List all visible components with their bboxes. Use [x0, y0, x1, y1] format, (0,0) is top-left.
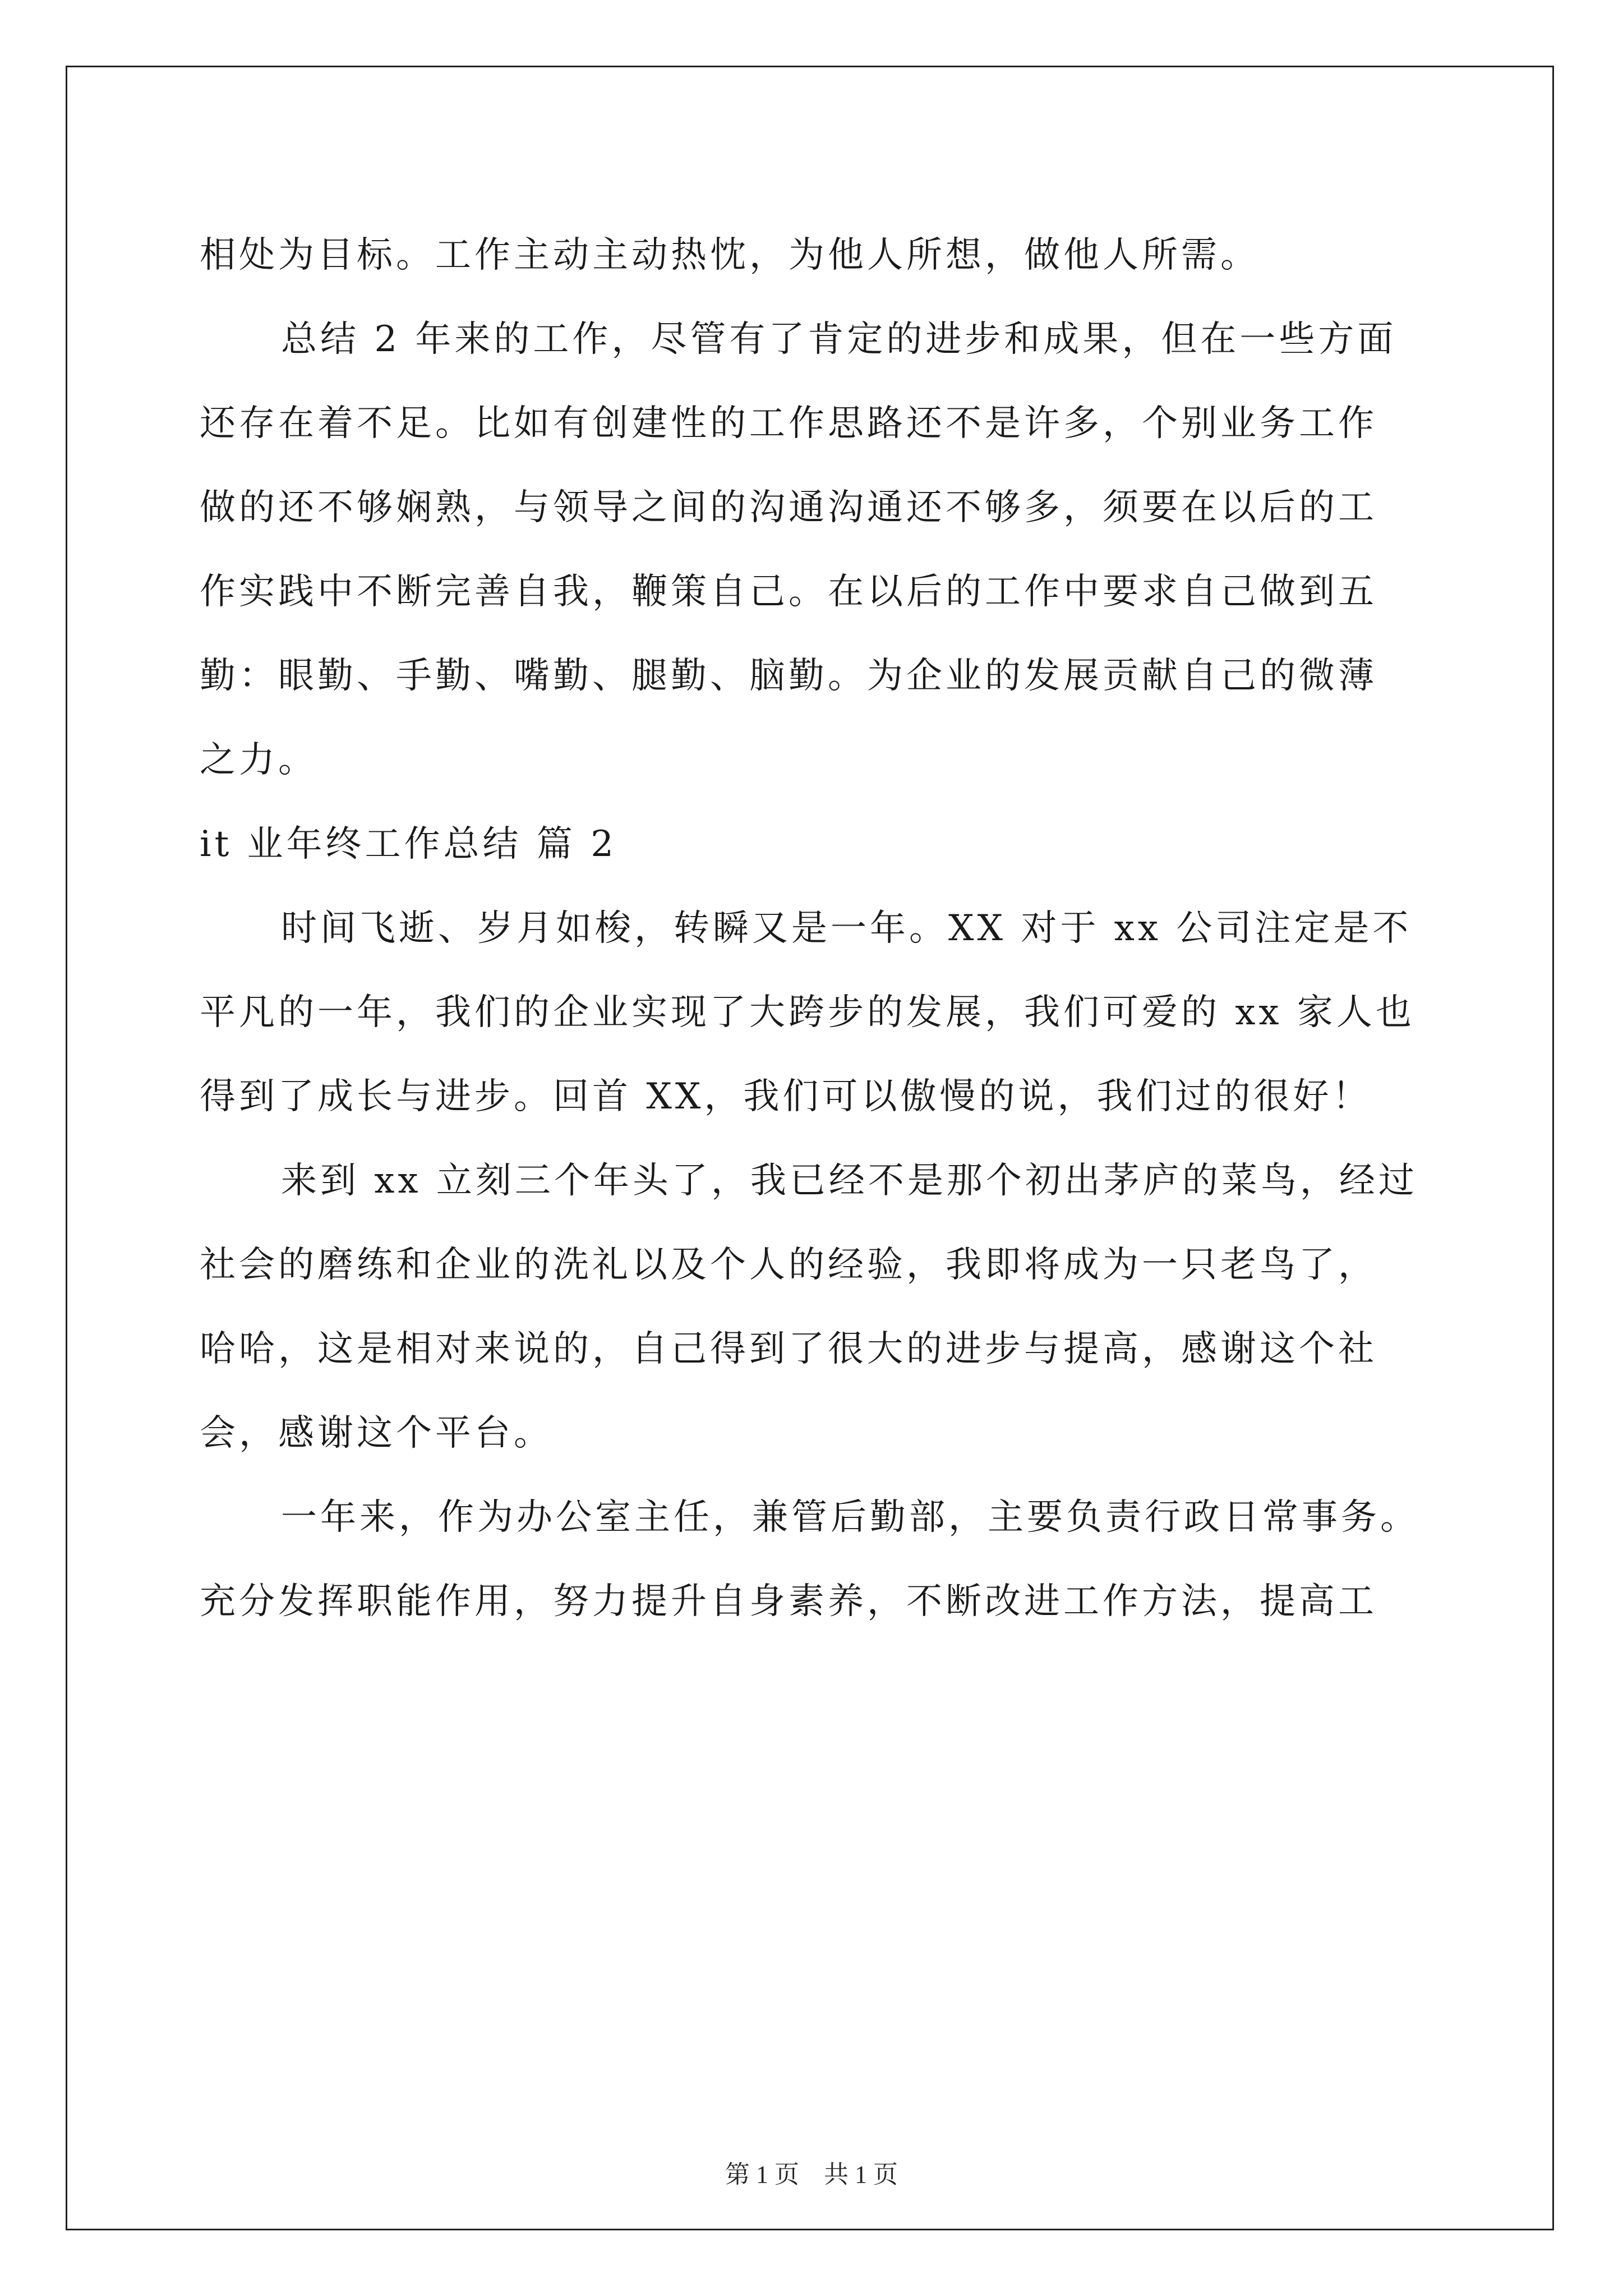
text-line: 平凡的一年，我们的企业实现了大跨步的发展，我们可爱的 xx 家人也 [200, 992, 1415, 1033]
text-line: 充分发挥职能作用，努力提升自身素养，不断改进工作方法，提高工 [200, 1581, 1377, 1622]
text-line: 会，感谢这个平台。 [200, 1412, 553, 1454]
text-line: 来到 xx 立刻三个年头了，我已经不是那个初出茅庐的菜鸟，经过 [281, 1160, 1418, 1202]
section-heading: it 业年终工作总结 篇 2 [200, 823, 617, 865]
text-line: 一年来，作为办公室主任，兼管后勤部，主要负责行政日常事务。 [281, 1497, 1419, 1538]
text-line: 做的还不够娴熟，与领导之间的沟通沟通还不够多，须要在以后的工 [200, 487, 1377, 528]
text-line: 总结 2 年来的工作，尽管有了肯定的进步和成果，但在一些方面 [281, 319, 1397, 360]
text-line: 作实践中不断完善自我，鞭策自己。在以后的工作中要求自己做到五 [200, 571, 1377, 613]
text-line: 哈哈，这是相对来说的，自己得到了很大的进步与提高，感谢这个社 [200, 1328, 1377, 1370]
text-line: 社会的磨练和企业的洗礼以及个人的经验，我即将成为一只老鸟了， [200, 1244, 1377, 1286]
page-number-footer: 第 1 页 共 1 页 [725, 2161, 898, 2188]
text-line: 之力。 [200, 739, 317, 781]
text-line: 勤：眼勤、手勤、嘴勤、腿勤、脑勤。为企业的发展贡献自己的微薄 [200, 655, 1377, 697]
text-line: 得到了成长与进步。回首 XX，我们可以傲慢的说，我们过的很好！ [200, 1076, 1372, 1117]
text-line: 还存在着不足。比如有创建性的工作思路还不是许多，个别业务工作 [200, 403, 1377, 444]
text-line: 相处为目标。工作主动主动热忱，为他人所想，做他人所需。 [200, 234, 1260, 276]
text-line: 时间飞逝、岁月如梭，转瞬又是一年。XX 对于 xx 公司注定是不 [281, 908, 1412, 949]
document-body [200, 213, 1433, 1644]
